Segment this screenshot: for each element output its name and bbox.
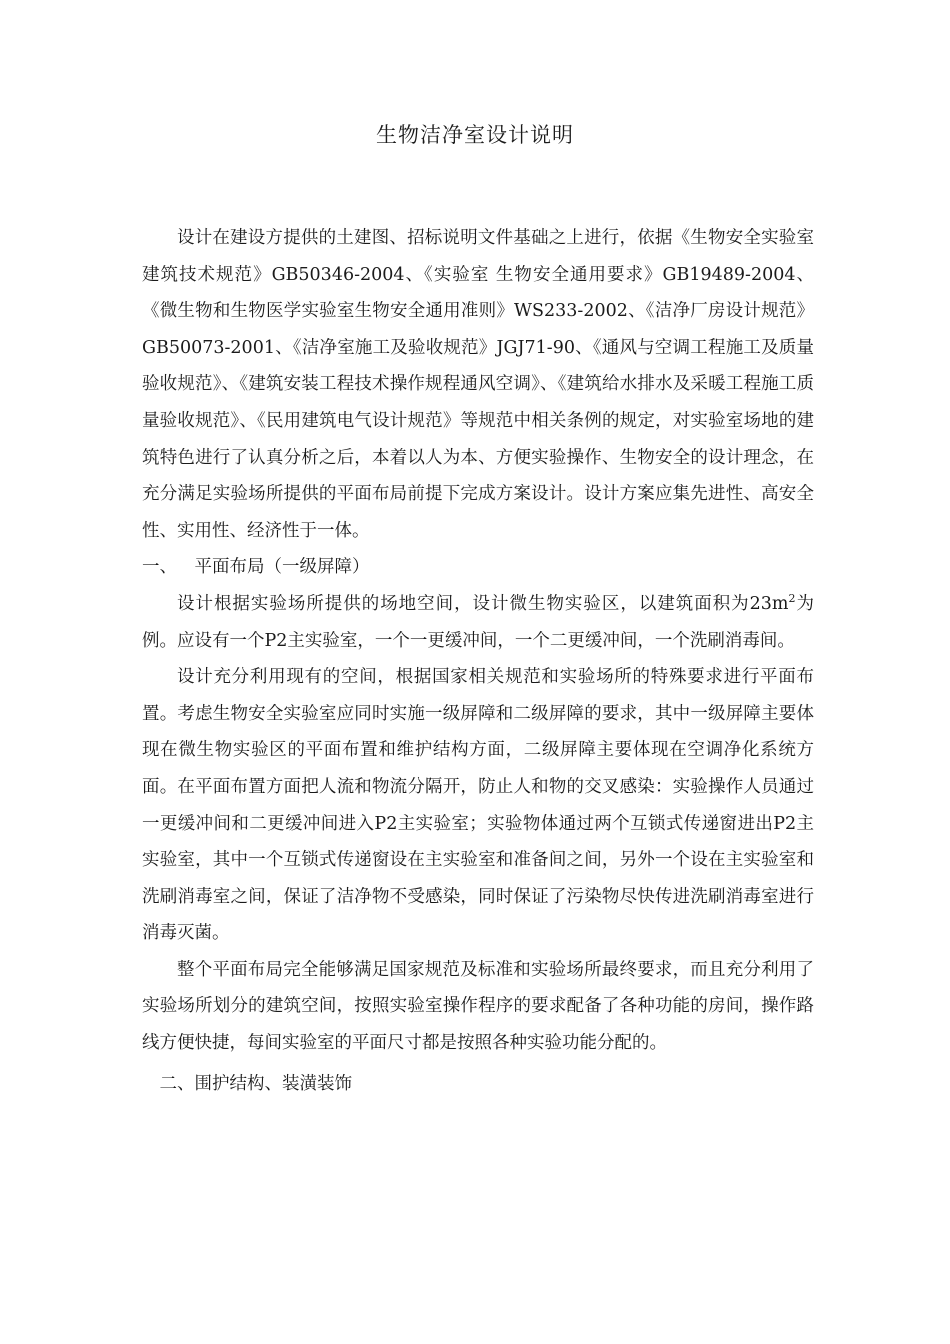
section-1-paragraph-3: 整个平面布局完全能够满足国家规范及标准和实验场所最终要求，而且充分利用了实验场所划分的建筑空间，按照实验室操作程序的要求配备了各种功能的房间，操作路线方便快捷，每间实验室的平面尺寸都是按照各种实验功能分配的。 xyxy=(142,959,814,1054)
section-1-number: 一、 xyxy=(142,557,177,578)
section-2-heading: 二、围护结构、装潢装饰 xyxy=(159,1073,352,1094)
section-1-para1-text: 设计根据实验场所提供的场地空间，设计微生物实验区，以建筑面积为23m xyxy=(177,593,789,614)
document-title: 生物洁净室设计说明 xyxy=(376,123,574,147)
section-1-title: 平面布局（一级屏障） xyxy=(194,557,370,578)
section-1-heading xyxy=(142,549,814,586)
section-1-paragraph-2: 设计充分利用现有的空间，根据国家相关规范和实验场所的特殊要求进行平面布置。考虑生物安全实验室应同时实施一级屏障和二级屏障的要求，其中一级屏障主要体现在微生物实验区的平面布置和维护结构方面，二级屏障主要体现在空调净化系统方面。在平面布置方面把人流和物流分隔开，防止人和物的交叉感染：实验操作人员通过一更缓冲间和二更缓冲间进入P2主实验室；实验物体通过两个互锁式传递窗进出P2主实验室，其中一个互锁式传递窗设在主实验室和准备间之间，另外一个设在主实验室和洗刷消毒室之间，保证了洁净物不受感染，同时保证了污染物尽快传进洗刷消毒室进行消毒灭菌。 xyxy=(142,667,814,944)
section-1-para1-rest: 为例。应设有一个P2主实验室，一个一更缓冲间，一个二更缓冲间，一个洗刷消毒间。 xyxy=(142,593,814,651)
intro-paragraph: 设计在建设方提供的土建图、招标说明文件基础之上进行，依据《生物安全实验室建筑技术规范》GB50346-2004、《实验室 生物安全通用要求》GB19489-2004、《微生物和生物医学实验室生物安全通用准则》WS233-2002、《洁净厂房设计规范》GB50073-2001、《洁净室施工及验收规范》JGJ71-90、《通风与空调工程施工及质量验收规范》、《建筑安装工程技术操作规程通风空调》、《建筑给水排水及采暖工程施工质量验收规范》、《民用建筑电气设计规范》等规范中相关条例的规定，对实验室场地的建筑特色进行了认真分析之后，本着以人为本、方便实验操作、生物安全的设计理念，在充分满足实验场所提供的平面布局前提下完成方案设计。设计方案应集先进性、高安全性、实用性、经济性于一体。 xyxy=(142,228,814,541)
document-body xyxy=(142,220,814,1102)
section-1-paragraph-1 xyxy=(142,586,814,659)
area-unit-superscript: 2 xyxy=(788,592,796,606)
